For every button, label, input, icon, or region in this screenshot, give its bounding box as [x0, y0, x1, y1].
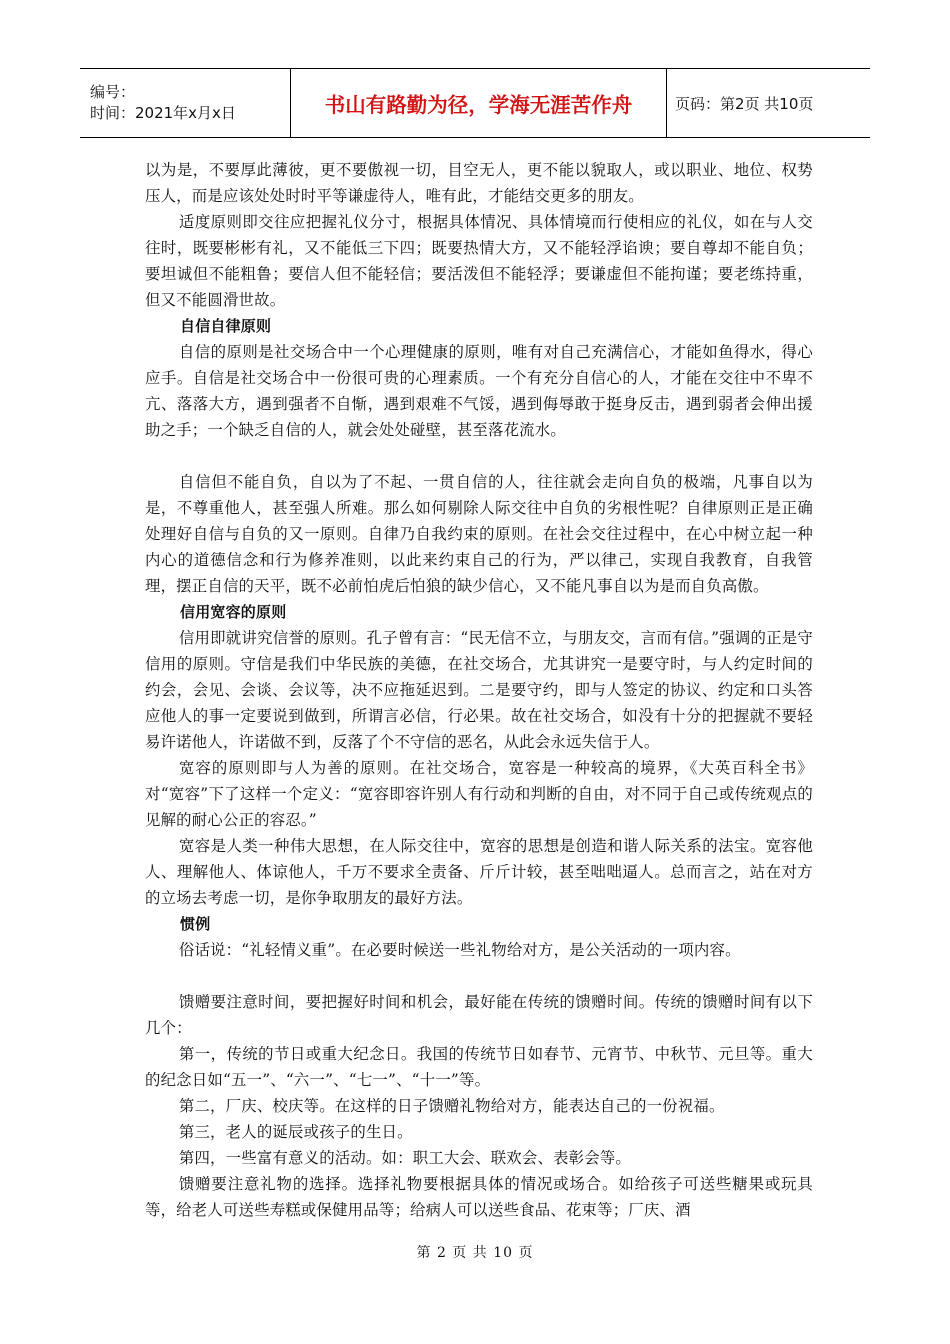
section-heading: 惯例 — [180, 915, 211, 933]
header-page-code — [667, 69, 870, 137]
footer-page-number: 第 2 页 共 10 页 — [416, 1245, 534, 1261]
header-meta — [80, 69, 291, 137]
paragraph: 宽容是人类一种伟大思想，在人际交往中，宽容的思想是创造和谐人际关系的法宝。宽容他人、理解他人、体谅他人，千万不要求全责备、斤斤计较，甚至咄咄逼人。总而言之，站在对方的立场去考虑一切，是你争取朋友的最好方法。 — [145, 837, 813, 907]
paragraph: 第一，传统的节日或重大纪念日。我国的传统节日如春节、元宵节、中秋节、元旦等。重大的纪念日如“五一”、“六一”、“七一”、“十一”等。 — [145, 1045, 813, 1089]
page-footer — [0, 1242, 950, 1262]
paragraph: 俗话说：“礼轻情义重”。在必要时候送一些礼物给对方，是公关活动的一项内容。 — [178, 941, 741, 959]
paragraph: 第四，一些富有意义的活动。如：职工大会、联欢会、表彰会等。 — [178, 1149, 632, 1167]
paragraph: 信用即就讲究信誉的原则。孔子曾有言：“民无信不立，与朋友交，言而有信。”强调的正是守信用的原则。守信是我们中华民族的美德，在社交场合，尤其讲究一是要守时，与人约定时间的约会，会见、会谈、会议等，决不应拖延迟到。二是要守约，即与人签定的协议、约定和口头答应他人的事一定要说到做到，所谓言必信，行必果。故在社交场合，如没有十分的把握就不要轻易许诺他人，许诺做不到，反落了个不守信的恶名，从此会永远失信于人。 — [145, 629, 813, 751]
paragraph: 宽容的原则即与人为善的原则。在社交场合，宽容是一种较高的境界，《大英百科全书》对“宽容”下了这样一个定义：“宽容即容许别人有行动和判断的自由，对不同于自己或传统观点的见解的耐心公正的容忍。” — [145, 759, 813, 829]
paragraph: 第二，厂庆、校庆等。在这样的日子馈赠礼物给对方，能表达自己的一份祝福。 — [178, 1097, 725, 1115]
paragraph: 自信的原则是社交场合中一个心理健康的原则，唯有对自己充满信心，才能如鱼得水，得心应手。自信是社交场合中一份很可贵的心理素质。一个有充分自信心的人，才能在交往中不卑不亢、落落大方，遇到强者不自惭，遇到艰难不气馁，遇到侮辱敢于挺身反击，遇到弱者会伸出援助之手；一个缺乏自信的人，就会处处碰壁，甚至落花流水。 — [145, 343, 813, 439]
paragraph: 馈赠要注意礼物的选择。选择礼物要根据具体的情况或场合。如给孩子可送些糖果或玩具等，给老人可送些寿糕或保健用品等；给病人可以送些食品、花束等；厂庆、酒 — [145, 1175, 813, 1219]
document-body — [145, 157, 813, 1223]
paragraph: 自信但不能自负，自以为了不起、一贯自信的人，往往就会走向自负的极端，凡事自以为是，不尊重他人，甚至强人所难。那么如何剔除人际交往中自负的劣根性呢？自律原则正是正确处理好自信与自负的又一原则。自律乃自我约束的原则。在社会交往过程中，在心中树立起一种内心的道德信念和行为修养准则，以此来约束自己的行为，严以律己，实现自我教育，自我管理，摆正自信的天平，既不必前怕虎后怕狼的缺少信心，又不能凡事自以为是而自负高傲。 — [145, 473, 813, 595]
paragraph: 第三，老人的诞辰或孩子的生日。 — [178, 1123, 413, 1141]
paragraph: 馈赠要注意时间，要把握好时间和机会，最好能在传统的馈赠时间。传统的馈赠时间有以下几个： — [145, 993, 813, 1037]
section-heading: 信用宽容的原则 — [180, 603, 287, 621]
document-number-label: 编号： — [90, 83, 136, 101]
paragraph: 以为是，不要厚此薄彼，更不要傲视一切，目空无人，更不能以貌取人，或以职业、地位、权势压人，而是应该处处时时平等谦虚待人，唯有此，才能结交更多的朋友。 — [145, 161, 813, 205]
document-date-label: 时间：2021年x月x日 — [90, 104, 236, 122]
page-header — [80, 68, 870, 138]
paragraph: 适度原则即交往应把握礼仪分寸，根据具体情况、具体情境而行使相应的礼仪，如在与人交往时，既要彬彬有礼，又不能低三下四；既要热情大方，又不能轻浮谄谀；要自尊却不能自负；要坦诚但不能粗鲁；要信人但不能轻信；要活泼但不能轻浮；要谦虚但不能拘谨；要老练持重，但又不能圆滑世故。 — [145, 213, 813, 309]
header-motto — [291, 69, 667, 137]
page-code-text: 页码：第2页 共10页 — [675, 94, 814, 113]
section-heading: 自信自律原则 — [180, 317, 272, 335]
motto-text: 书山有路勤为径，学海无涯苦作舟 — [324, 93, 633, 117]
